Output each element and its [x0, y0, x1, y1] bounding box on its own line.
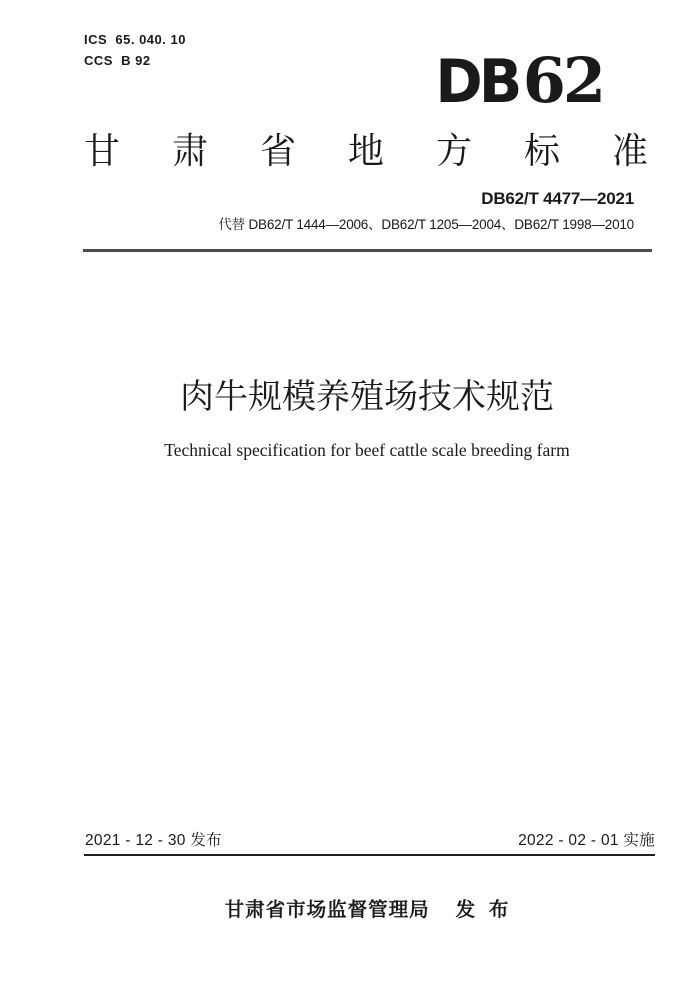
ics-code: ICS 65. 040. 10 [84, 32, 186, 47]
publish-label: 发 布 [455, 899, 510, 921]
footer-rule [84, 854, 655, 856]
implementation-date: 2022 - 02 - 01 实施 [518, 832, 655, 849]
document-title-english: Technical specification for beef cattle scale breeding farm [164, 440, 570, 460]
header-rule [83, 249, 652, 252]
logo-db-text: DB [435, 47, 519, 117]
logo-62-text: 62 [522, 44, 603, 117]
standard-name-banner: 甘肃省地方标准 [84, 130, 648, 171]
standard-number: DB62/T 4477—2021 [481, 189, 634, 208]
issue-date: 2021 - 12 - 30 发布 [85, 832, 222, 849]
db62-logo [431, 44, 603, 129]
supersede-note: 代替 DB62/T 1444—2006、DB62/T 1205—2004、DB62/T 1998—2010 [218, 217, 634, 232]
date-strip [85, 831, 655, 851]
publisher-name: 甘肃省市场监督管理局 [224, 899, 430, 921]
document-title: 肉牛规模养殖场技术规范 [180, 378, 554, 416]
ccs-code: CCS B 92 [84, 53, 151, 68]
publisher-line [84, 897, 650, 923]
